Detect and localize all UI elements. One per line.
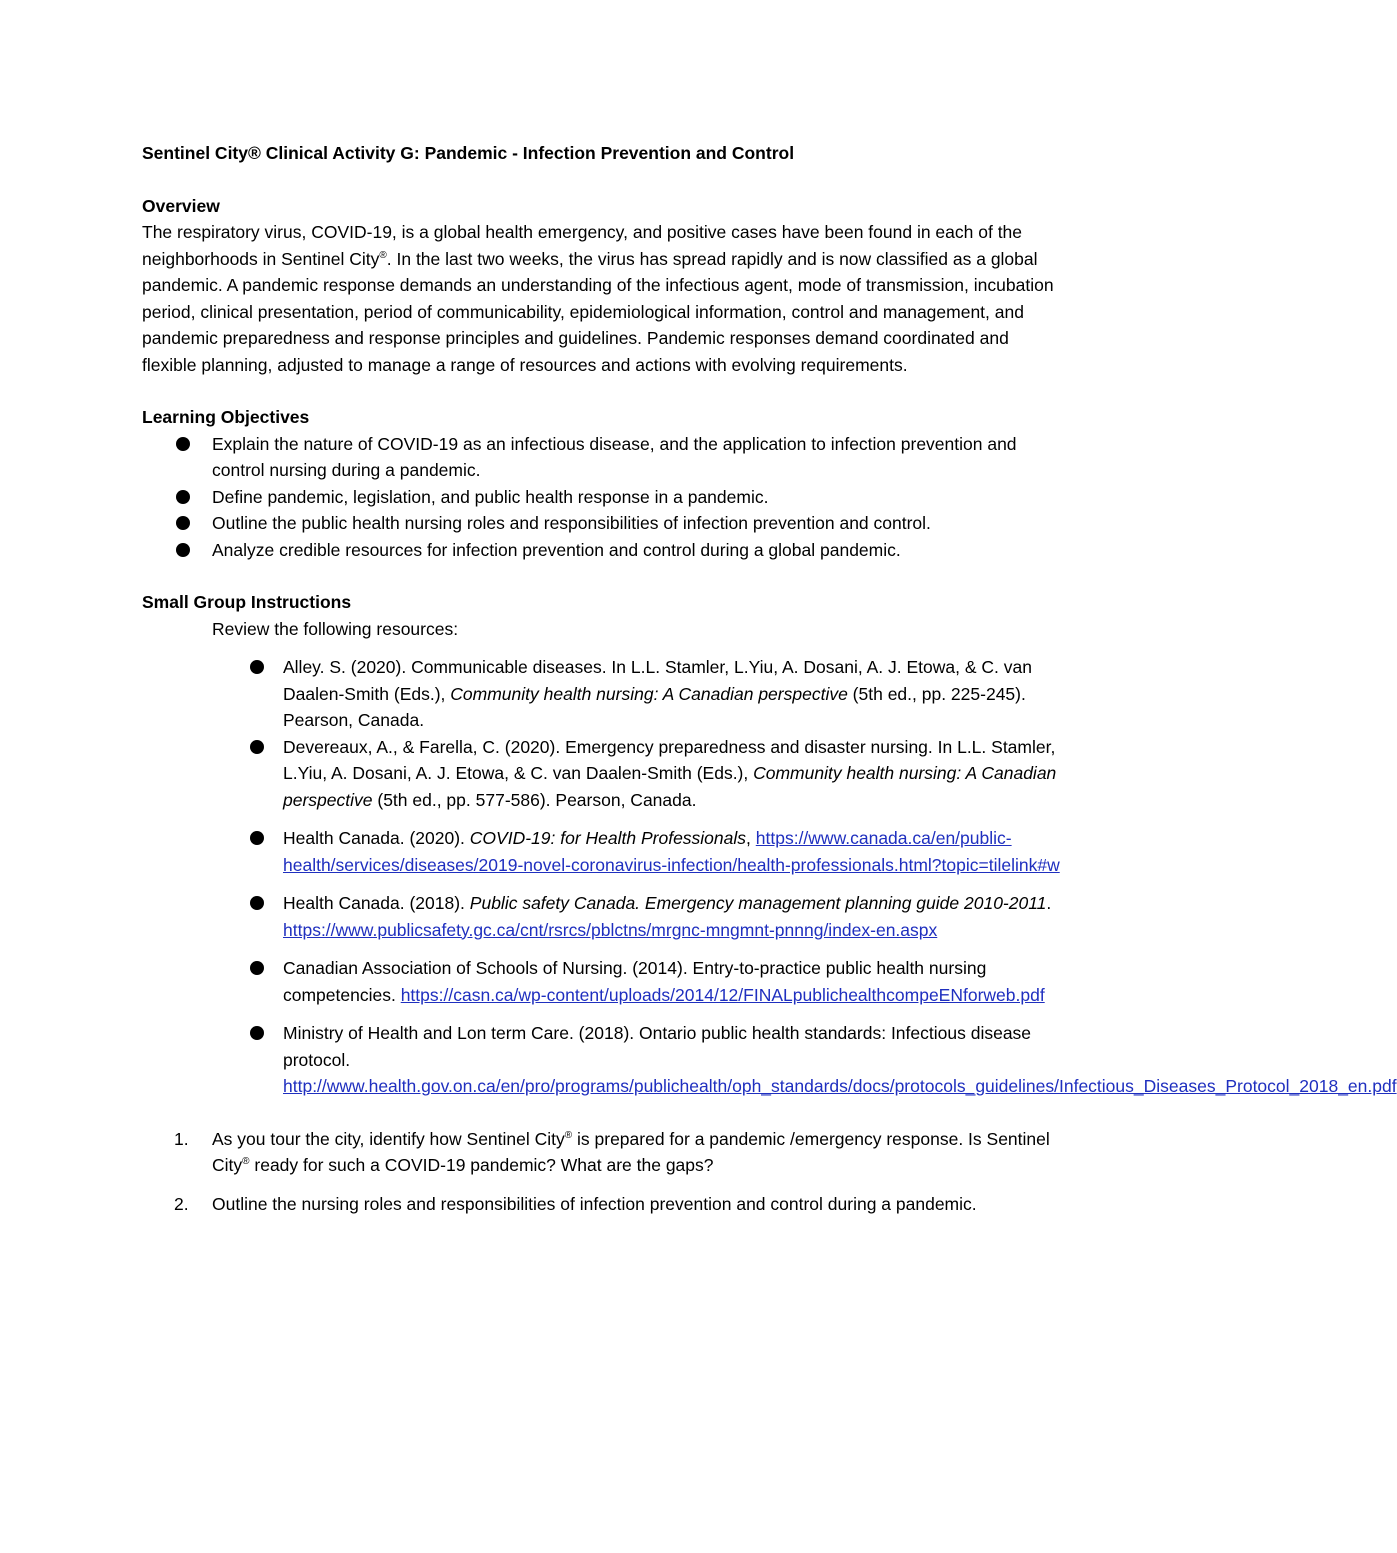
resource-item: Devereaux, A., & Farella, C. (2020). Emergency preparedness and disaster nursing. In L.L. Stamler, L.Yiu, A. Dosani, A. J. Etowa, & C. van Daalen-Smith (Eds.), Community health nursing: A Canadian perspective (5th ed., pp. 577-586). Pearson, Canada. (142, 734, 1062, 814)
bullet-icon (250, 896, 264, 910)
bullet-icon (250, 831, 264, 845)
registered-mark: ® (564, 1129, 573, 1141)
resource-item: Alley. S. (2020). Communicable diseases. In L.L. Stamler, L.Yiu, A. Dosani, A. J. Etowa, & C. van Daalen-Smith (Eds.), Community health nursing: A Canadian perspective (5th ed., pp. 225-245). Pearson, Canada. (142, 654, 1062, 734)
resource-item: Ministry of Health and Lon term Care. (2018). Ontario public health standards: Infectious disease protocol. http://www.health.gov.on.ca/en/pro/programs/publichealth/oph_standards/docs/protocols_guidelines/Infectious_Diseases_Protocol_2018_en.pdf (142, 1020, 1062, 1100)
bullet-icon (176, 543, 190, 557)
resources-list (142, 654, 1397, 1100)
resource-item: Canadian Association of Schools of Nursing. (2014). Entry-to-practice public health nursing competencies. https://casn.ca/wp-content/uploads/2014/12/FINALpublichealthcompeENforweb.pdf (142, 955, 1062, 1008)
questions-list (142, 1126, 1062, 1218)
document-title: Sentinel City® Clinical Activity G: Pandemic - Infection Prevention and Control (142, 143, 795, 163)
instructions-heading: Small Group Instructions (142, 592, 352, 612)
bullet-icon (250, 660, 264, 674)
resource-item: Health Canada. (2020). COVID-19: for Health Professionals, https://www.canada.ca/en/public-health/services/diseases/2019-novel-coronavirus-infection/health-professionals.html?topic=tilelink#w (142, 825, 1062, 878)
question-number: 2. (174, 1193, 189, 1214)
list-item: Outline the public health nursing roles and responsibilities of infection prevention and control. (142, 510, 1062, 537)
bullet-icon (250, 740, 264, 754)
question-number: 1. (174, 1128, 189, 1149)
document-page (142, 140, 1397, 1229)
bullet-icon (176, 490, 190, 504)
question-item: 2. Outline the nursing roles and responsibilities of infection prevention and control during a pandemic. (142, 1191, 1062, 1218)
objectives-heading: Learning Objectives (142, 407, 310, 427)
bullet-icon (250, 961, 264, 975)
overview-paragraph (142, 219, 1062, 378)
resource-link[interactable]: https://casn.ca/wp-content/uploads/2014/12/FINALpublichealthcompeENforweb.pdf (400, 984, 1045, 1005)
overview-heading: Overview (142, 195, 220, 216)
objectives-list (142, 431, 1062, 564)
bullet-icon (250, 1026, 264, 1040)
overview-text-part2: . In the last two weeks, the virus has spread rapidly and is now classified as a global pandemic. A pandemic response demands an understanding of the infectious agent, mode of transmission, incubation period, clinical presentation, period of communicability, epidemiological information, control and management, and pandemic preparedness and response principles and guidelines. Pandemic responses demand coordinated and flexible planning, adjusted to manage a range of resources and actions with evolving requirements. (142, 248, 1054, 375)
bullet-icon (176, 516, 190, 530)
overview-text-part1: The respiratory virus, COVID-19, is a global health emergency, and positive cases have been found in each of the neighborhoods in Sentinel City (142, 222, 1023, 269)
question-item: 1. As you tour the city, identify how Sentinel City® is prepared for a pandemic /emergency response. Is Sentinel City® ready for such a COVID-19 pandemic? What are the gaps? (142, 1126, 1062, 1179)
registered-mark: ® (379, 249, 387, 261)
resource-link[interactable]: https://www.canada.ca/en/public-health/services/diseases/2019-novel-coronavirus-infection/health-professionals.html?topic=tilelink#w (283, 828, 1060, 875)
list-item: Define pandemic, legislation, and public health response in a pandemic. (142, 484, 1062, 511)
review-instruction: Review the following resources: (212, 618, 459, 639)
resource-link[interactable]: http://www.health.gov.on.ca/en/pro/programs/publichealth/oph_standards/docs/protocols_guidelines/Infectious_Diseases_Protocol_2018_en.pdf (283, 1076, 1397, 1096)
resource-item: Health Canada. (2018). Public safety Canada. Emergency management planning guide 2010-2011. https://www.publicsafety.gc.ca/cnt/rsrcs/pblctns/mrgnc-mngmnt-pnnng/index-en.aspx (142, 890, 1062, 943)
resource-link[interactable]: https://www.publicsafety.gc.ca/cnt/rsrcs/pblctns/mrgnc-mngmnt-pnnng/index-en.aspx (283, 919, 938, 940)
registered-mark: ® (242, 1156, 250, 1168)
bullet-icon (176, 437, 190, 451)
list-item: Analyze credible resources for infection prevention and control during a global pandemic. (142, 537, 1062, 564)
list-item: Explain the nature of COVID-19 as an infectious disease, and the application to infection prevention and control nursing during a pandemic. (142, 431, 1062, 484)
